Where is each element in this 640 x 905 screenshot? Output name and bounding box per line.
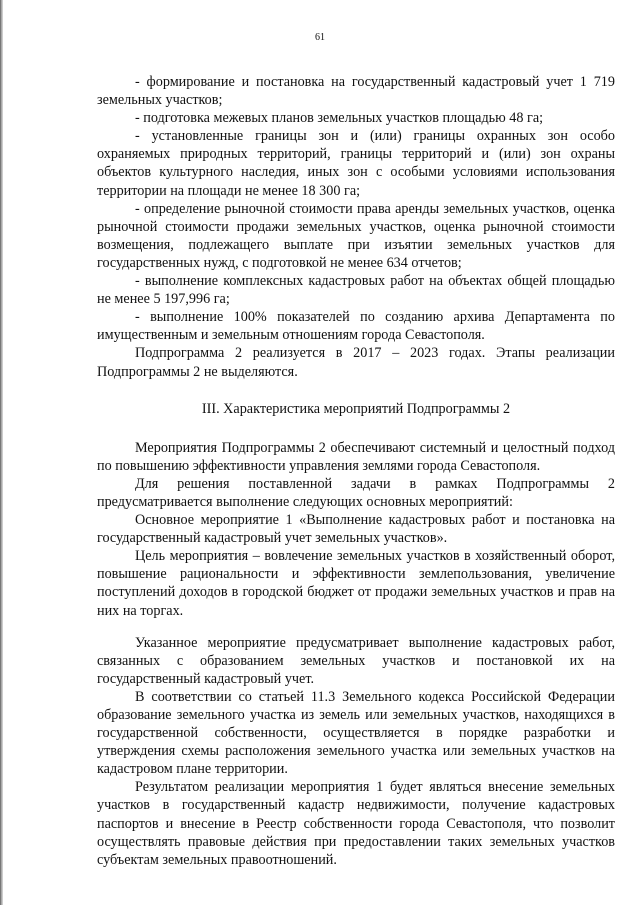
paragraph-activity-goal: Цель мероприятия – вовлечение земельных участков в хозяйственный оборот, повышение рациональности и эффективности землепользования, увеличение поступлений доходов в городской бюджет от продажи земельных участков и прав на них на торгах. [97, 548, 615, 619]
bullet-archive-creation: - выполнение 100% показателей по созданию архива Департамента по имущественным и земельным отношениям города Севастополя. [97, 309, 615, 344]
paragraph-main-activity-1: Основное мероприятие 1 «Выполнение кадастровых работ и постановка на государственный кадастровый учет земельных участков». [97, 512, 615, 547]
paragraph-main-activities-intro: Для решения поставленной задачи в рамках Подпрограммы 2 предусматривается выполнение следующих основных мероприятий: [97, 475, 615, 510]
scan-edge-shadow [0, 0, 3, 905]
bullet-survey-plans: - подготовка межевых планов земельных участков площадью 48 га; [135, 110, 544, 127]
paragraph-activity-result: Результатом реализации мероприятия 1 будет являться внесение земельных участков в государственный кадастр недвижимости, получение кадастровых паспортов и внесение в Реестр собственности города Севастополя, что позволит осуществлять правовые действия при предоставлении таких земельных участков субъектам земельных правоотношений. [97, 779, 615, 868]
bullet-cadastral-registration: - формирование и постановка на государственный кадастровый учет 1 719 земельных участков; [97, 74, 615, 109]
document-body [97, 73, 615, 869]
paragraph-activity-scope: Указанное мероприятие предусматривает выполнение кадастровых работ, связанных с образованием земельных участков и постановкой их на государственный кадастровый учет. [97, 634, 615, 687]
implementation-period-paragraph: Подпрограмма 2 реализуется в 2017 – 2023 годах. Этапы реализации Подпрограммы 2 не выделяются. [97, 345, 615, 380]
paragraph-land-code-article: В соответствии со статьей 11.3 Земельного кодекса Российской Федерации образование земельного участка из земель или земельных участков, находящихся в государственной собственности, осуществляется в порядке разработки и утверждения схемы расположения земельного участка или земельных участков на кадастровом плане территории. [97, 688, 615, 778]
bullet-zone-boundaries: - установленные границы зон и (или) границы охранных зон особо охраняемых природных территорий, границы территорий и (или) зон охраны объектов культурного наследия, иных зон с особыми условиями использования территории на площади не менее 18 300 га; [97, 128, 615, 199]
bullet-market-valuation: - определение рыночной стоимости права аренды земельных участков, оценка рыночной стоимости продажи земельных участков, оценка рыночной стоимости возмещения, подлежащего выплате при изъятии земельных участков для государственных нужд, с подготовкой не менее 634 отчетов; [97, 200, 615, 271]
bullet-complex-cadastral-works: - выполнение комплексных кадастровых работ на объектах общей площадью не менее 5 197,996 га; [97, 273, 615, 308]
paragraph-system-approach: Мероприятия Подпрограммы 2 обеспечивают системный и целостный подход по повышению эффективности управления землями города Севастополя. [97, 439, 615, 474]
page-number: 61 [315, 32, 325, 43]
section-title: III. Характеристика мероприятий Подпрограммы 2 [201, 400, 511, 417]
